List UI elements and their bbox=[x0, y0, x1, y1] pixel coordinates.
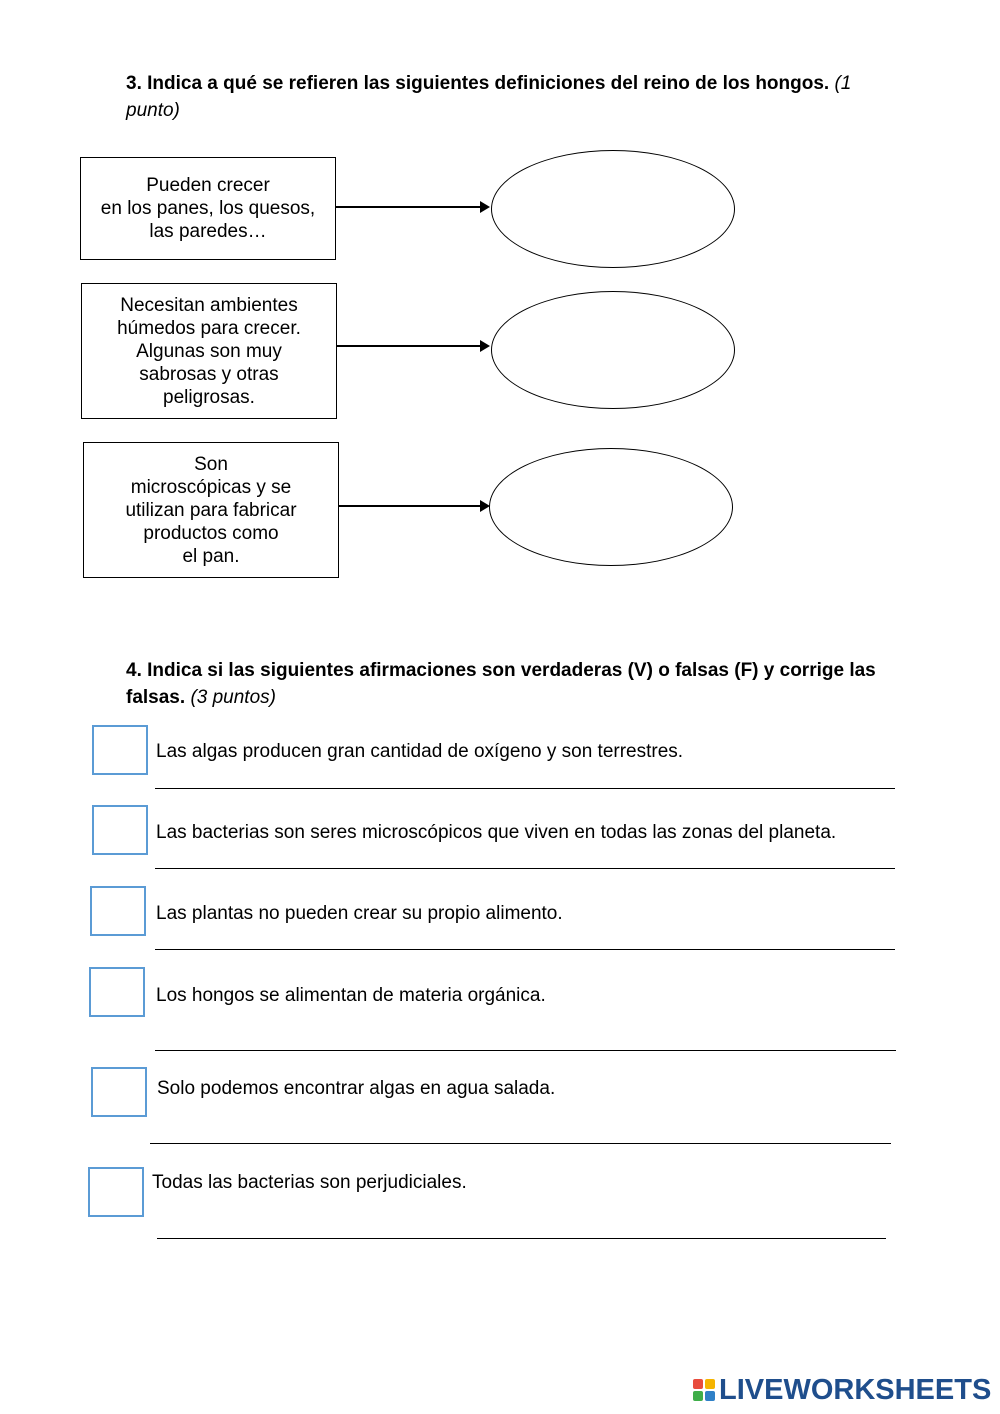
statement-4: Los hongos se alimentan de materia orgánica. bbox=[156, 985, 546, 1006]
statement-2: Las bacterias son seres microscópicos que viven en todas las zonas del planeta. bbox=[156, 822, 837, 843]
definition-box-1: Pueden crecer en los panes, los quesos, las paredes… bbox=[80, 157, 336, 260]
answer-line-5[interactable] bbox=[150, 1143, 891, 1144]
true-false-box-4[interactable] bbox=[89, 967, 145, 1017]
answer-line-6[interactable] bbox=[157, 1238, 886, 1239]
arrow-1 bbox=[336, 206, 488, 208]
question-3-title: 3. Indica a qué se refieren las siguientes definiciones del reino de los hongos. (1 punto) bbox=[126, 73, 852, 121]
liveworksheets-logo-icon bbox=[693, 1379, 715, 1401]
liveworksheets-logo bbox=[693, 1374, 993, 1406]
answer-ellipse-2[interactable] bbox=[491, 291, 735, 409]
answer-ellipse-3[interactable] bbox=[489, 448, 733, 566]
definition-box-3: Son microscópicas y se utilizan para fabricar productos como el pan. bbox=[83, 442, 339, 578]
question-4-title: 4. Indica si las siguientes afirmaciones son verdaderas (V) o falsas (F) y corrige las falsas. (3 puntos) bbox=[126, 660, 876, 708]
true-false-box-1[interactable] bbox=[92, 725, 148, 775]
arrow-3 bbox=[339, 505, 488, 507]
question-4-points: (3 puntos) bbox=[190, 687, 276, 708]
true-false-box-2[interactable] bbox=[92, 805, 148, 855]
statement-5: Solo podemos encontrar algas en agua salada. bbox=[157, 1078, 556, 1099]
definition-box-2: Necesitan ambientes húmedos para crecer. Algunas son muy sabrosas y otras peligrosas. bbox=[81, 283, 337, 419]
answer-line-1[interactable] bbox=[155, 788, 895, 789]
statement-3: Las plantas no pueden crear su propio alimento. bbox=[156, 903, 563, 924]
answer-line-3[interactable] bbox=[155, 949, 895, 950]
statement-6: Todas las bacterias son perjudiciales. bbox=[152, 1172, 467, 1193]
statement-1: Las algas producen gran cantidad de oxígeno y son terrestres. bbox=[156, 741, 684, 762]
true-false-box-5[interactable] bbox=[91, 1067, 147, 1117]
answer-line-2[interactable] bbox=[155, 868, 895, 869]
true-false-box-3[interactable] bbox=[90, 886, 146, 936]
answer-line-4[interactable] bbox=[155, 1050, 896, 1051]
question-3-points: (1 punto) bbox=[126, 73, 852, 121]
arrow-2 bbox=[337, 345, 488, 347]
answer-ellipse-1[interactable] bbox=[491, 150, 735, 268]
logo-text: LIVEWORKSHEETS bbox=[719, 1373, 992, 1406]
true-false-box-6[interactable] bbox=[88, 1167, 144, 1217]
